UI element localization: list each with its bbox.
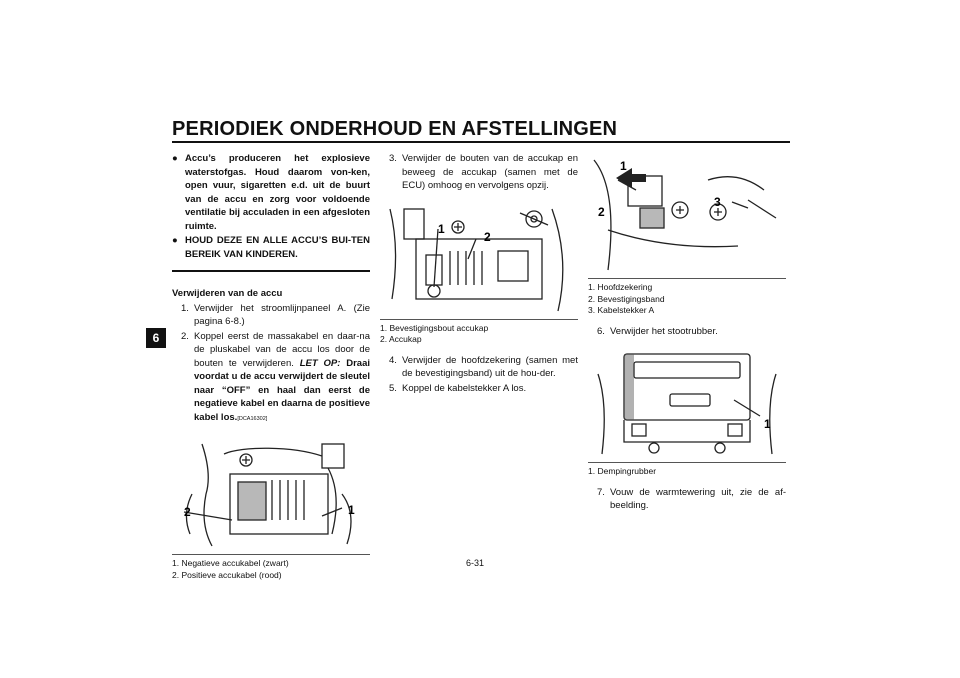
step-5: 5. Koppel de kabelstekker A los.: [389, 382, 527, 394]
caption-rule: [172, 554, 370, 555]
caption-rule: [380, 319, 578, 320]
figure-caption: 1. Bevestigingsbout accukap 2. Accukap: [380, 319, 578, 346]
callout-label: 2: [184, 505, 191, 519]
column-2: [380, 152, 578, 396]
step-7: 7. Vouw de warmtewering uit, zie de af-beelding.: [597, 486, 786, 511]
page-number: 6-31: [466, 558, 485, 568]
step-3: 3. Verwijder de bouten van de accukap en beweeg de accukap (samen met de ECU) omhoog en vervolgens opzij.: [389, 153, 578, 191]
warning-rule: [172, 270, 370, 272]
chapter-tab: 6: [146, 328, 166, 348]
callout-label: 1: [348, 503, 355, 517]
figure-caption: 1. Hoofdzekering 2. Bevestigingsband 3. Kabelstekker A: [588, 278, 786, 317]
section-title: Verwijderen van de accu: [172, 288, 283, 299]
step-4: 4. Verwijder de hoofdzekering (samen met de bevestigingsband) uit de hou-der.: [389, 354, 578, 379]
callout-label: 3: [714, 195, 721, 209]
bullet-icon: ●: [172, 153, 178, 164]
bullet-icon: ●: [172, 235, 178, 246]
callout-label: 2: [598, 205, 605, 219]
battery-cables-illustration: [172, 434, 370, 552]
caution-text: Draai voordat u de accu verwijdert de sleutel naar “OFF” en haal dan eerst de negatieve kabel en daarna de positieve kabel los.: [194, 357, 370, 423]
step-6: 6. Verwijder het stootrubber.: [597, 325, 718, 337]
callout-label: 2: [484, 229, 491, 244]
figure-caption: 1. Dempingrubber: [588, 462, 786, 478]
column-3: [588, 150, 786, 514]
figure-battery-cover: [380, 199, 578, 317]
header-rule: [172, 141, 790, 143]
main-fuse-illustration: [588, 150, 786, 276]
caption-rule: [588, 278, 786, 279]
warning-item: ● Accu’s produceren het explosieve waterstofgas. Houd daarom von-ken, open vuur, sigaretten e.d. uit de buurt van de accu en zorg voor voldoende ventilatie bij acculaden in een afgesloten ruimte.: [172, 153, 370, 232]
figure-battery-cables: [172, 434, 370, 552]
callout-label: 1: [438, 221, 445, 236]
page-title: PERIODIEK ONDERHOUD EN AFSTELLINGEN: [172, 118, 618, 140]
caption-rule: [588, 462, 786, 463]
step-1: 1. Verwijder het stroomlijnpaneel A. (Zie pagina 6-8.): [181, 302, 370, 327]
callout-label: 1: [764, 417, 771, 431]
column-1: [172, 152, 370, 581]
callout-label: 1: [620, 159, 627, 173]
caution-label: LET OP:: [299, 357, 341, 369]
caution-ref: [DCA16302]: [237, 415, 268, 422]
figure-caption: 1. Negatieve accukabel (zwart) 2. Positieve accukabel (rood): [172, 554, 370, 581]
step-2: 2. Koppel eerst de massakabel en daar-na de pluskabel van de accu los door de bouten te verwijderen. LET OP: Draai voordat u de accu verwijdert de sleutel naar “OFF” en haal dan eerst de negatieve kabel en daarna de positieve kabel los.[DCA16302]: [181, 330, 370, 423]
figure-main-fuse: [588, 150, 786, 276]
figure-damping-rubber: [588, 344, 786, 460]
warning-item: ● HOUD DEZE EN ALLE ACCU’S BUI-TEN BEREIK VAN KINDEREN.: [172, 235, 370, 260]
battery-cover-illustration: [380, 199, 578, 317]
damping-rubber-illustration: [588, 344, 786, 460]
